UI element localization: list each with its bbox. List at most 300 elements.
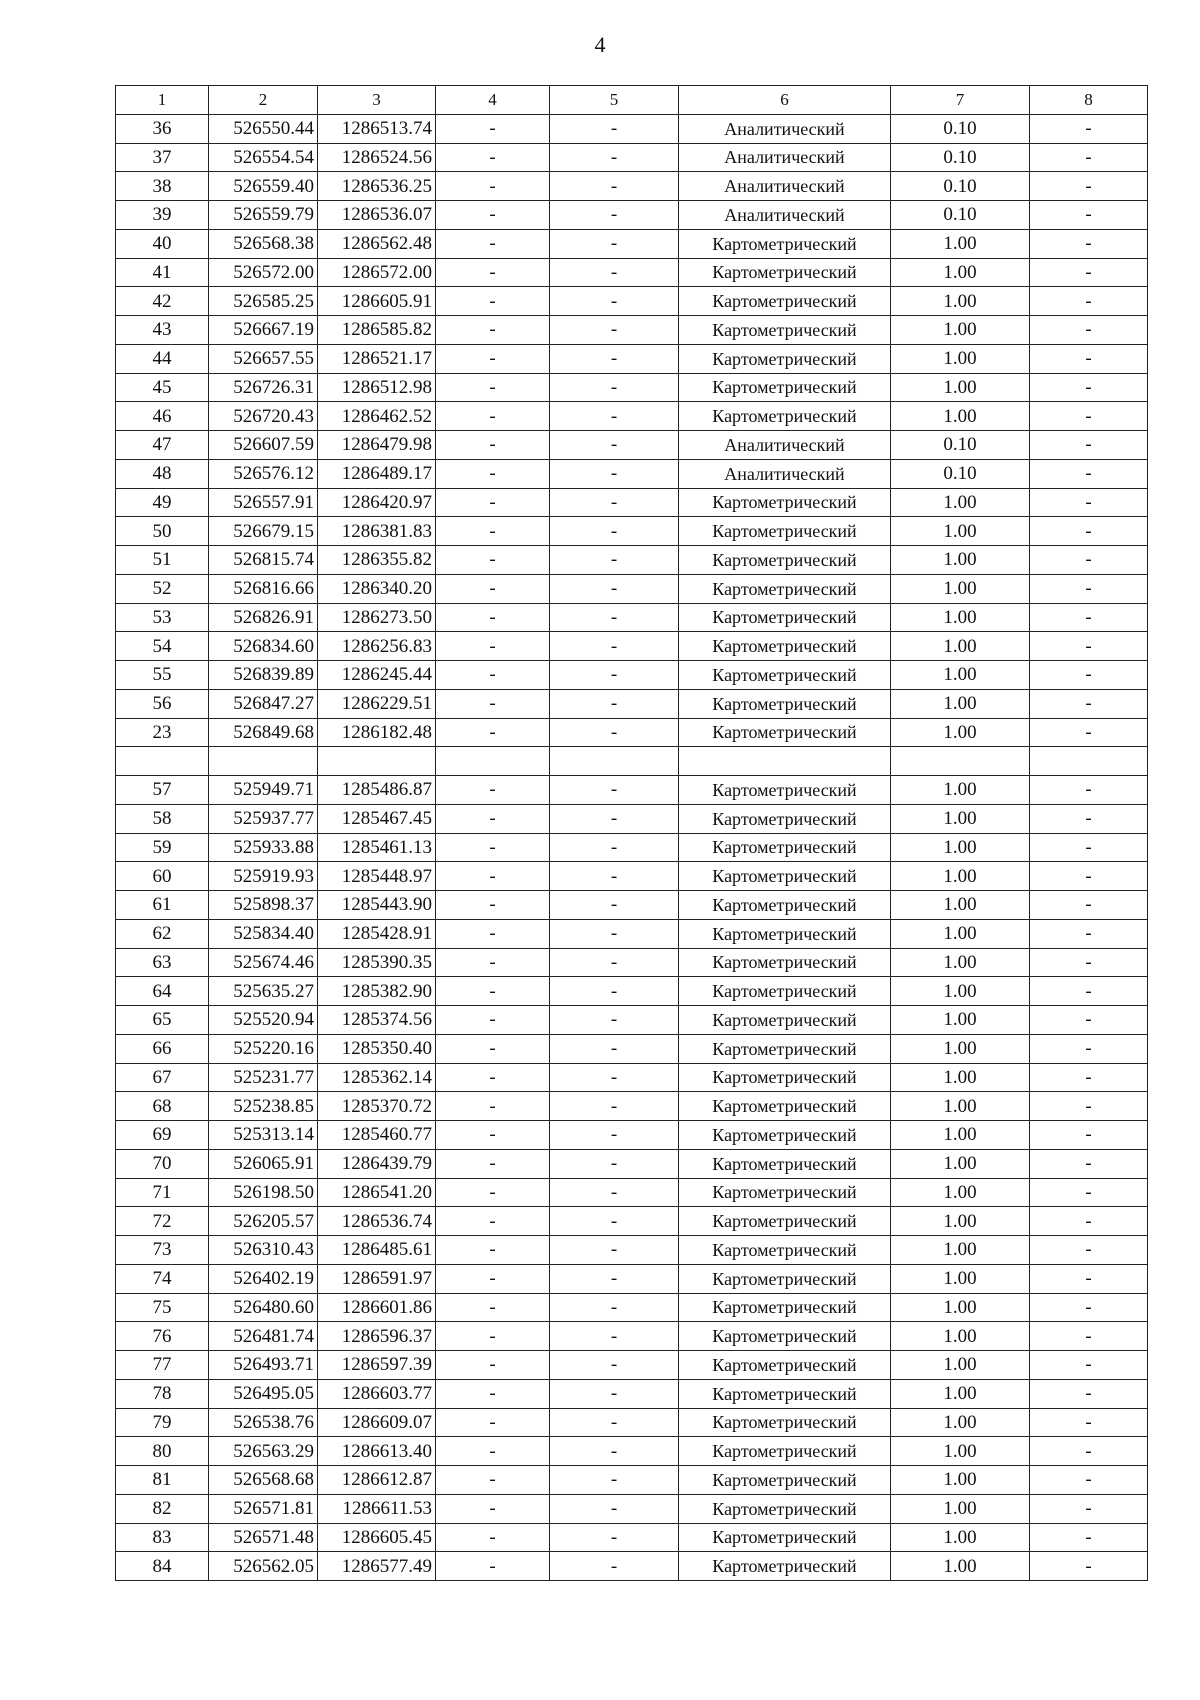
col5-cell: - (550, 402, 679, 431)
col8-cell: - (1030, 1523, 1148, 1552)
y-coordinate-cell: 1285350.40 (318, 1034, 436, 1063)
point-number-cell: 60 (116, 862, 209, 891)
method-cell: Картометрический (679, 804, 891, 833)
method-cell: Картометрический (679, 1379, 891, 1408)
col5-cell: - (550, 1552, 679, 1581)
col4-cell: - (436, 373, 550, 402)
accuracy-cell: 1.00 (891, 1437, 1030, 1466)
table-row (116, 689, 1148, 718)
col8-cell: - (1030, 201, 1148, 230)
point-number-cell: 64 (116, 977, 209, 1006)
x-coordinate-cell: 526826.91 (209, 603, 318, 632)
column-header: 1 (116, 86, 209, 115)
point-number-cell: 55 (116, 661, 209, 690)
col5-cell: - (550, 1121, 679, 1150)
col5-cell: - (550, 1322, 679, 1351)
point-number-cell: 69 (116, 1121, 209, 1150)
accuracy-cell: 1.00 (891, 1092, 1030, 1121)
col8-cell: - (1030, 172, 1148, 201)
col8-cell: - (1030, 1121, 1148, 1150)
y-coordinate-cell: 1286597.39 (318, 1351, 436, 1380)
col4-cell: - (436, 344, 550, 373)
table-row (116, 747, 1148, 776)
method-cell: Картометрический (679, 1063, 891, 1092)
accuracy-cell: 1.00 (891, 1466, 1030, 1495)
method-cell: Картометрический (679, 1552, 891, 1581)
col8-cell: - (1030, 1207, 1148, 1236)
x-coordinate-cell: 525238.85 (209, 1092, 318, 1121)
point-number-cell: 84 (116, 1552, 209, 1581)
accuracy-cell: 1.00 (891, 229, 1030, 258)
col8-cell: - (1030, 373, 1148, 402)
point-number-cell: 81 (116, 1466, 209, 1495)
point-number-cell: 72 (116, 1207, 209, 1236)
y-coordinate-cell: 1286605.45 (318, 1523, 436, 1552)
col5-cell: - (550, 488, 679, 517)
method-cell: Картометрический (679, 1408, 891, 1437)
col5-cell: - (550, 632, 679, 661)
y-coordinate-cell: 1286601.86 (318, 1293, 436, 1322)
col8-cell: - (1030, 431, 1148, 460)
col4-cell: - (436, 1322, 550, 1351)
table-row (116, 1264, 1148, 1293)
col8-cell: - (1030, 517, 1148, 546)
col8-cell: - (1030, 977, 1148, 1006)
col4-cell: - (436, 1034, 550, 1063)
method-cell: Картометрический (679, 344, 891, 373)
x-coordinate-cell: 526563.29 (209, 1437, 318, 1466)
method-cell: Картометрический (679, 1437, 891, 1466)
table-row (116, 1034, 1148, 1063)
accuracy-cell: 1.00 (891, 344, 1030, 373)
col5-cell: - (550, 804, 679, 833)
col4-cell: - (436, 143, 550, 172)
col5-cell: - (550, 1178, 679, 1207)
point-number-cell: 23 (116, 718, 209, 747)
table-row (116, 488, 1148, 517)
x-coordinate-cell: 525674.46 (209, 948, 318, 977)
col5-cell: - (550, 1149, 679, 1178)
accuracy-cell: 0.10 (891, 172, 1030, 201)
x-coordinate-cell: 525937.77 (209, 804, 318, 833)
y-coordinate-cell: 1286381.83 (318, 517, 436, 546)
accuracy-cell: 1.00 (891, 287, 1030, 316)
accuracy-cell: 1.00 (891, 574, 1030, 603)
col5-cell: - (550, 287, 679, 316)
method-cell: Картометрический (679, 776, 891, 805)
accuracy-cell: 1.00 (891, 718, 1030, 747)
col4-cell: - (436, 1523, 550, 1552)
table-row (116, 661, 1148, 690)
accuracy-cell: 1.00 (891, 603, 1030, 632)
method-cell: Картометрический (679, 488, 891, 517)
column-header: 8 (1030, 86, 1148, 115)
col5-cell: - (550, 258, 679, 287)
col5-cell: - (550, 143, 679, 172)
x-coordinate-cell: 526065.91 (209, 1149, 318, 1178)
y-coordinate-cell: 1286489.17 (318, 459, 436, 488)
col4-cell: - (436, 1351, 550, 1380)
col4-cell: - (436, 919, 550, 948)
y-coordinate-cell: 1286521.17 (318, 344, 436, 373)
accuracy-cell: 1.00 (891, 632, 1030, 661)
col4-cell: - (436, 1437, 550, 1466)
point-number-cell: 36 (116, 114, 209, 143)
x-coordinate-cell: 525949.71 (209, 776, 318, 805)
method-cell: Картометрический (679, 689, 891, 718)
y-coordinate-cell: 1286512.98 (318, 373, 436, 402)
accuracy-cell: 1.00 (891, 977, 1030, 1006)
accuracy-cell: 1.00 (891, 1207, 1030, 1236)
col8-cell: - (1030, 1408, 1148, 1437)
point-number-cell: 59 (116, 833, 209, 862)
table-row (116, 919, 1148, 948)
col4-cell: - (436, 977, 550, 1006)
page-number: 4 (594, 32, 606, 57)
table-row (116, 258, 1148, 287)
accuracy-cell: 1.00 (891, 488, 1030, 517)
point-number-cell: 50 (116, 517, 209, 546)
method-cell: Картометрический (679, 891, 891, 920)
y-coordinate-cell: 1286245.44 (318, 661, 436, 690)
y-coordinate-cell: 1286513.74 (318, 114, 436, 143)
col8-cell: - (1030, 143, 1148, 172)
col8-cell: - (1030, 1264, 1148, 1293)
col8-cell: - (1030, 459, 1148, 488)
col8-cell: - (1030, 833, 1148, 862)
accuracy-cell: 1.00 (891, 1523, 1030, 1552)
col5-cell: - (550, 1494, 679, 1523)
x-coordinate-cell: 526568.38 (209, 229, 318, 258)
accuracy-cell: 0.10 (891, 459, 1030, 488)
table-header-row (116, 86, 1148, 115)
table-row (116, 1293, 1148, 1322)
x-coordinate-cell: 526538.76 (209, 1408, 318, 1437)
accuracy-cell: 1.00 (891, 1264, 1030, 1293)
table-row (116, 201, 1148, 230)
x-coordinate-cell: 526720.43 (209, 402, 318, 431)
col4-cell: - (436, 1178, 550, 1207)
accuracy-cell: 1.00 (891, 1322, 1030, 1351)
accuracy-cell: 1.00 (891, 1351, 1030, 1380)
point-number-cell: 46 (116, 402, 209, 431)
table-row (116, 344, 1148, 373)
col4-cell: - (436, 201, 550, 230)
y-coordinate-cell: 1286536.25 (318, 172, 436, 201)
col8-cell: - (1030, 488, 1148, 517)
col5-cell (550, 747, 679, 776)
col8-cell: - (1030, 344, 1148, 373)
col5-cell: - (550, 977, 679, 1006)
y-coordinate-cell: 1286273.50 (318, 603, 436, 632)
y-coordinate-cell: 1286340.20 (318, 574, 436, 603)
method-cell: Картометрический (679, 1092, 891, 1121)
y-coordinate-cell: 1286462.52 (318, 402, 436, 431)
col4-cell: - (436, 1063, 550, 1092)
col4-cell: - (436, 1236, 550, 1265)
col5-cell: - (550, 948, 679, 977)
table-row (116, 402, 1148, 431)
y-coordinate-cell: 1286536.07 (318, 201, 436, 230)
table-row (116, 1322, 1148, 1351)
col5-cell: - (550, 1351, 679, 1380)
col5-cell: - (550, 517, 679, 546)
x-coordinate-cell: 525313.14 (209, 1121, 318, 1150)
y-coordinate-cell: 1285374.56 (318, 1006, 436, 1035)
point-number-cell: 65 (116, 1006, 209, 1035)
point-number-cell: 39 (116, 201, 209, 230)
method-cell: Аналитический (679, 172, 891, 201)
method-cell (679, 747, 891, 776)
y-coordinate-cell: 1285428.91 (318, 919, 436, 948)
accuracy-cell: 1.00 (891, 1178, 1030, 1207)
point-number-cell: 57 (116, 776, 209, 805)
accuracy-cell: 1.00 (891, 1063, 1030, 1092)
table-row (116, 1523, 1148, 1552)
x-coordinate-cell: 526571.48 (209, 1523, 318, 1552)
col8-cell: - (1030, 919, 1148, 948)
table-row (116, 776, 1148, 805)
col8-cell: - (1030, 1178, 1148, 1207)
col5-cell: - (550, 172, 679, 201)
table-row (116, 1006, 1148, 1035)
method-cell: Картометрический (679, 948, 891, 977)
col8-cell: - (1030, 776, 1148, 805)
col4-cell: - (436, 603, 550, 632)
col5-cell: - (550, 1466, 679, 1495)
method-cell: Аналитический (679, 114, 891, 143)
col4-cell: - (436, 1408, 550, 1437)
accuracy-cell: 1.00 (891, 833, 1030, 862)
method-cell: Картометрический (679, 229, 891, 258)
point-number-cell: 47 (116, 431, 209, 460)
table-row (116, 948, 1148, 977)
col8-cell: - (1030, 862, 1148, 891)
point-number-cell: 48 (116, 459, 209, 488)
y-coordinate-cell: 1286536.74 (318, 1207, 436, 1236)
col8-cell: - (1030, 1149, 1148, 1178)
table-row (116, 1437, 1148, 1466)
col8-cell: - (1030, 1552, 1148, 1581)
y-coordinate-cell: 1285362.14 (318, 1063, 436, 1092)
col8-cell: - (1030, 632, 1148, 661)
y-coordinate-cell: 1286256.83 (318, 632, 436, 661)
method-cell: Аналитический (679, 143, 891, 172)
x-coordinate-cell: 525834.40 (209, 919, 318, 948)
table-row (116, 862, 1148, 891)
table-row (116, 1466, 1148, 1495)
x-coordinate-cell: 526310.43 (209, 1236, 318, 1265)
point-number-cell: 51 (116, 546, 209, 575)
col5-cell: - (550, 1437, 679, 1466)
y-coordinate-cell: 1286572.00 (318, 258, 436, 287)
table-row (116, 143, 1148, 172)
x-coordinate-cell: 525898.37 (209, 891, 318, 920)
table-row (116, 546, 1148, 575)
table-row (116, 804, 1148, 833)
x-coordinate-cell: 526607.59 (209, 431, 318, 460)
y-coordinate-cell: 1285486.87 (318, 776, 436, 805)
accuracy-cell: 1.00 (891, 316, 1030, 345)
table-row (116, 1552, 1148, 1581)
x-coordinate-cell: 526495.05 (209, 1379, 318, 1408)
col4-cell: - (436, 689, 550, 718)
col4-cell: - (436, 546, 550, 575)
method-cell: Аналитический (679, 459, 891, 488)
col8-cell: - (1030, 258, 1148, 287)
accuracy-cell: 1.00 (891, 402, 1030, 431)
y-coordinate-cell: 1286420.97 (318, 488, 436, 517)
accuracy-cell: 1.00 (891, 1149, 1030, 1178)
x-coordinate-cell: 526493.71 (209, 1351, 318, 1380)
method-cell: Картометрический (679, 718, 891, 747)
x-coordinate-cell: 526834.60 (209, 632, 318, 661)
x-coordinate-cell: 526657.55 (209, 344, 318, 373)
col8-cell: - (1030, 891, 1148, 920)
accuracy-cell: 1.00 (891, 1034, 1030, 1063)
method-cell: Картометрический (679, 1006, 891, 1035)
accuracy-cell: 1.00 (891, 1006, 1030, 1035)
table-row (116, 1063, 1148, 1092)
y-coordinate-cell: 1286182.48 (318, 718, 436, 747)
col5-cell: - (550, 373, 679, 402)
x-coordinate-cell: 526571.81 (209, 1494, 318, 1523)
point-number-cell: 42 (116, 287, 209, 316)
column-header: 3 (318, 86, 436, 115)
method-cell: Картометрический (679, 1264, 891, 1293)
accuracy-cell: 1.00 (891, 661, 1030, 690)
accuracy-cell: 1.00 (891, 373, 1030, 402)
table-row (116, 459, 1148, 488)
x-coordinate-cell: 526667.19 (209, 316, 318, 345)
y-coordinate-cell: 1285370.72 (318, 1092, 436, 1121)
y-coordinate-cell: 1286603.77 (318, 1379, 436, 1408)
table-row (116, 1351, 1148, 1380)
col5-cell: - (550, 1523, 679, 1552)
col8-cell: - (1030, 229, 1148, 258)
table-row (116, 574, 1148, 603)
x-coordinate-cell: 526559.79 (209, 201, 318, 230)
point-number-cell: 79 (116, 1408, 209, 1437)
y-coordinate-cell: 1286609.07 (318, 1408, 436, 1437)
x-coordinate-cell: 526572.00 (209, 258, 318, 287)
col5-cell: - (550, 1034, 679, 1063)
y-coordinate-cell: 1285461.13 (318, 833, 436, 862)
method-cell: Картометрический (679, 603, 891, 632)
point-number-cell: 52 (116, 574, 209, 603)
table-row (116, 1236, 1148, 1265)
point-number-cell: 49 (116, 488, 209, 517)
table-row (116, 1408, 1148, 1437)
accuracy-cell: 0.10 (891, 143, 1030, 172)
col8-cell: - (1030, 546, 1148, 575)
table-row (116, 603, 1148, 632)
col4-cell: - (436, 661, 550, 690)
col5-cell: - (550, 919, 679, 948)
col8-cell: - (1030, 1236, 1148, 1265)
col4-cell: - (436, 258, 550, 287)
method-cell: Картометрический (679, 258, 891, 287)
col8-cell: - (1030, 1006, 1148, 1035)
col4-cell: - (436, 114, 550, 143)
col4-cell: - (436, 316, 550, 345)
col8-cell: - (1030, 1351, 1148, 1380)
method-cell: Картометрический (679, 977, 891, 1006)
accuracy-cell: 1.00 (891, 891, 1030, 920)
method-cell: Картометрический (679, 1149, 891, 1178)
y-coordinate-cell: 1286479.98 (318, 431, 436, 460)
col4-cell: - (436, 1149, 550, 1178)
col5-cell: - (550, 1293, 679, 1322)
method-cell: Аналитический (679, 431, 891, 460)
accuracy-cell: 1.00 (891, 1552, 1030, 1581)
x-coordinate-cell: 526847.27 (209, 689, 318, 718)
table-row (116, 632, 1148, 661)
accuracy-cell: 1.00 (891, 948, 1030, 977)
x-coordinate-cell: 526557.91 (209, 488, 318, 517)
accuracy-cell: 1.00 (891, 1408, 1030, 1437)
table-row (116, 1149, 1148, 1178)
accuracy-cell: 1.00 (891, 546, 1030, 575)
point-number-cell: 41 (116, 258, 209, 287)
point-number-cell: 38 (116, 172, 209, 201)
table-row (116, 114, 1148, 143)
accuracy-cell: 1.00 (891, 1293, 1030, 1322)
table-row (116, 1178, 1148, 1207)
accuracy-cell: 1.00 (891, 862, 1030, 891)
method-cell: Картометрический (679, 1523, 891, 1552)
point-number-cell (116, 747, 209, 776)
y-coordinate-cell: 1285382.90 (318, 977, 436, 1006)
x-coordinate-cell: 526849.68 (209, 718, 318, 747)
y-coordinate-cell: 1285460.77 (318, 1121, 436, 1150)
accuracy-cell: 0.10 (891, 114, 1030, 143)
point-number-cell: 62 (116, 919, 209, 948)
method-cell: Картометрический (679, 1236, 891, 1265)
x-coordinate-cell: 526550.44 (209, 114, 318, 143)
col5-cell: - (550, 1408, 679, 1437)
col8-cell: - (1030, 804, 1148, 833)
y-coordinate-cell: 1286605.91 (318, 287, 436, 316)
method-cell: Картометрический (679, 862, 891, 891)
col5-cell: - (550, 316, 679, 345)
point-number-cell: 71 (116, 1178, 209, 1207)
table-row (116, 431, 1148, 460)
col8-cell: - (1030, 1322, 1148, 1351)
col4-cell: - (436, 1006, 550, 1035)
method-cell: Картометрический (679, 1178, 891, 1207)
col5-cell: - (550, 1236, 679, 1265)
accuracy-cell: 1.00 (891, 776, 1030, 805)
point-number-cell: 83 (116, 1523, 209, 1552)
col4-cell: - (436, 833, 550, 862)
method-cell: Картометрический (679, 402, 891, 431)
x-coordinate-cell: 525933.88 (209, 833, 318, 862)
accuracy-cell (891, 747, 1030, 776)
col8-cell: - (1030, 1293, 1148, 1322)
col8-cell: - (1030, 402, 1148, 431)
point-number-cell: 58 (116, 804, 209, 833)
col4-cell: - (436, 632, 550, 661)
col4-cell: - (436, 891, 550, 920)
accuracy-cell: 1.00 (891, 919, 1030, 948)
method-cell: Картометрический (679, 316, 891, 345)
table-row (116, 718, 1148, 747)
col5-cell: - (550, 1379, 679, 1408)
y-coordinate-cell: 1286355.82 (318, 546, 436, 575)
y-coordinate-cell: 1286596.37 (318, 1322, 436, 1351)
col5-cell: - (550, 1264, 679, 1293)
